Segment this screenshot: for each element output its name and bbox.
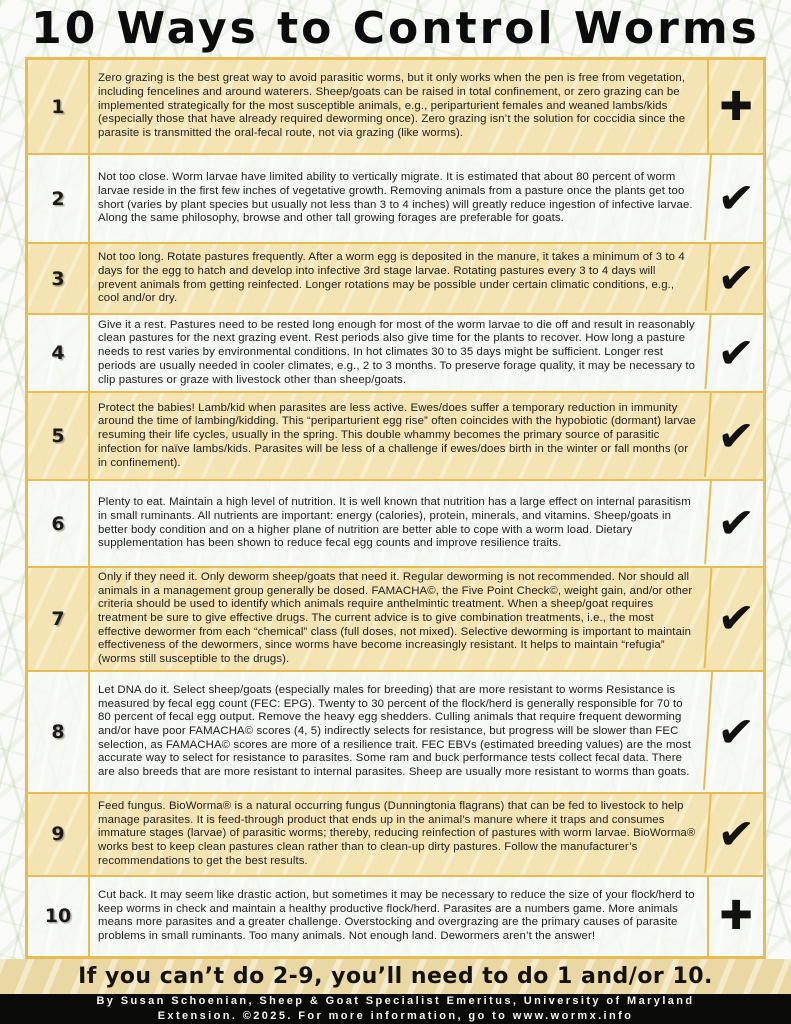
bottom-banner: If you can’t do 2-9, you’ll need to do 1 and/or 10. [0, 959, 791, 994]
table-row [28, 792, 763, 875]
plus-icon: ✚ [707, 60, 763, 153]
row-number: 7 [28, 568, 90, 670]
row-text: Give it a rest. Pastures need to be rested long enough for most of the worm larvae to die off and result in reasonably clean pastures for the next grazing event. Rest periods also give time for the plants to recover. How long a pasture needs to rest varies by environmental conditions. In hot climates 30 to 35 days might be sufficient. Longer rest periods are usually needed in cooler climates, e.g., 2 to 3 months. To preserve forage quality, it may be necessary to clip pastures or graze with livestock other than sheep/goats. [98, 318, 696, 386]
row-number: 3 [28, 244, 90, 313]
footer-line-2: Extension. ©2025. For more information, go to www.wormx.info [157, 1009, 634, 1022]
row-number: 9 [28, 794, 90, 875]
row-text: Only if they need it. Only deworm sheep/goats that need it. Regular deworming is not recommended. Nor should all animals in a management group generally be dosed. FAMACHA©, the Five Point Check©, weight gain, and/or other criteria should be used to identify which animals require anthelmintic treatment. When a sheep/goat requires treatment be sure to give effective drugs. The current advice is to give combination treatments, i.e., the most effective dewormer from each “chemical” class (full doses, not mixed). Selective deworming is important to maintain effectiveness of the dewormers, since worms have become increasingly resistant. It helps to maintain “refugia” (worms still susceptible to the drugs). [98, 571, 693, 666]
row-text: Let DNA do it. Select sheep/goats (especially males for breeding) that are more resistant to worms Resistance is measured by fecal egg count (FEC: EPG). Twenty to 30 percent of the flock/herd is generally responsible for 70 to 80 percent of fecal egg output. Remove the heavy egg shedders. Culling animals that require frequent deworming and/or have poor FAMACHA© scores (4, 5) indirectly selects for resistance, but progress will be slower than FEC selection, as FAMACHA© scores are more of a resilience trait. FEC EBVs (estimated breeding values) are the most accurate way to select for resistance to parasites. Some ram and buck performance tests collect fecal data. There are also breeds that are more resistant to internal parasites. Sheep are usually more resistant to worms than goats. [98, 683, 692, 779]
check-icon: ✔ [704, 313, 765, 393]
check-icon: ✔ [703, 670, 767, 794]
row-number: 5 [28, 393, 90, 479]
row-text: Protect the babies! Lamb/kid when parasites are less active. Ewes/does suffer a temporary reduction in immunity around the time of lambing/kidding. This “periparturient egg rise” often coincides with the hypobiotic (dormant) larvae resuming their life cycles, usually in the spring. This double whammy becomes the primary source of parasitic infection for naïve lambs/kids. Parasites will be less of a challenge if ewes/does birth in the winter or fall months (or in confinement). [98, 401, 696, 469]
table-row [28, 60, 763, 153]
row-number: 8 [28, 672, 90, 792]
table-row [28, 313, 763, 391]
row-text: Not too close. Worm larvae have limited ability to vertically migrate. It is estimated that about 80 percent of worm larvae reside in the first few inches of vegetative growth. Removing animals from a pasture once the plants get too short (varies by plant species but usually not less than 3 to 4 inches) will greatly reduce ingestion of infective larvae. Along the same philosophy, browse and other tall growing forages are preferable for goats. [98, 171, 693, 225]
row-number: 6 [28, 481, 90, 566]
table-row [28, 479, 763, 566]
table-row [28, 875, 763, 956]
row-text: Cut back. It may seem like drastic action, but sometimes it may be necessary to reduce the size of your flock/herd to keep worms in check and maintain a healthy productive flock/herd. Parasites are a numbers game. More animals means more parasites and a greater challenge. Overstocking and overgrazing are the primary causes of parasite problems in small ruminants. Too many animals. Not enough land. Dewormers aren’t the answer! [98, 888, 695, 942]
table-row [28, 670, 763, 792]
row-text: Not too long. Rotate pastures frequently. After a worm egg is deposited in the manure, it takes a minimum of 3 to 4 days for the egg to hatch and develop into infective 3rd stage larvae. Rotating pastures every 3 to 4 days will prevent animals from getting reinfected. Longer rotations may be possible under certain climatic conditions, e.g., cool and/or dry. [98, 251, 685, 305]
table-row [28, 391, 763, 479]
row-number: 4 [28, 315, 90, 391]
check-icon: ✔ [705, 242, 766, 315]
row-number: 2 [28, 155, 90, 242]
check-icon: ✔ [704, 153, 766, 244]
table-row [28, 242, 763, 313]
row-number: 10 [28, 877, 90, 956]
table-row [28, 153, 763, 242]
row-text: Feed fungus. BioWorma® is a natural occurring fungus (Dunningtonia flagrans) that can be fed to livestock to help manage parasites. It is feed-through product that ends up in the animal’s manure where it traps and consumes immature stages (larvae) of parasitic worms; thereby, reducing reinfection of pastures with worm larvae. BioWorma® works best to keep clean pastures clean rather than to clean-up dirty pastures. Follow the manufacturer’s recommendations to get the best results. [98, 800, 696, 867]
check-icon: ✔ [704, 391, 766, 481]
plus-icon: ✚ [707, 877, 763, 956]
check-icon: ✔ [704, 479, 766, 568]
row-text: Zero grazing is the best great way to avoid parasitic worms, but it only works when the pen is free from vegetation, including fencelines and around waterers. Sheep/goats can be raised in total confinement, or zero grazing can be implemented strategically for the most susceptible animals, e.g., periparturient females and weaned lambs/kids (especially those that have already required deworming once). Zero grazing isn’t the solution for coccidia since the parasite is transmitted the oral-fecal route, not via grazing (like worms). [98, 72, 686, 140]
footer-line-1: By Susan Schoenian, Sheep & Goat Specialist Emeritus, University of Maryland [96, 994, 695, 1007]
ways-table [25, 57, 766, 959]
page-title: 10 Ways to Control Worms [31, 3, 760, 54]
footer [0, 994, 791, 1024]
check-icon: ✔ [704, 566, 767, 671]
table-row [28, 566, 763, 670]
row-number: 1 [28, 60, 90, 153]
row-text: Plenty to eat. Maintain a high level of nutrition. It is well known that nutrition has a large effect on internal parasitism in small ruminants. All nutrients are important: energy (calories), protein, minerals, and vitamins. Sheep/goats in better body condition and on a higher plane of nutrition are better able to cope with a worm load. Dietary supplementation has been shown to reduce fecal egg counts and improve resilience traits. [98, 496, 691, 550]
check-icon: ✔ [704, 792, 766, 877]
